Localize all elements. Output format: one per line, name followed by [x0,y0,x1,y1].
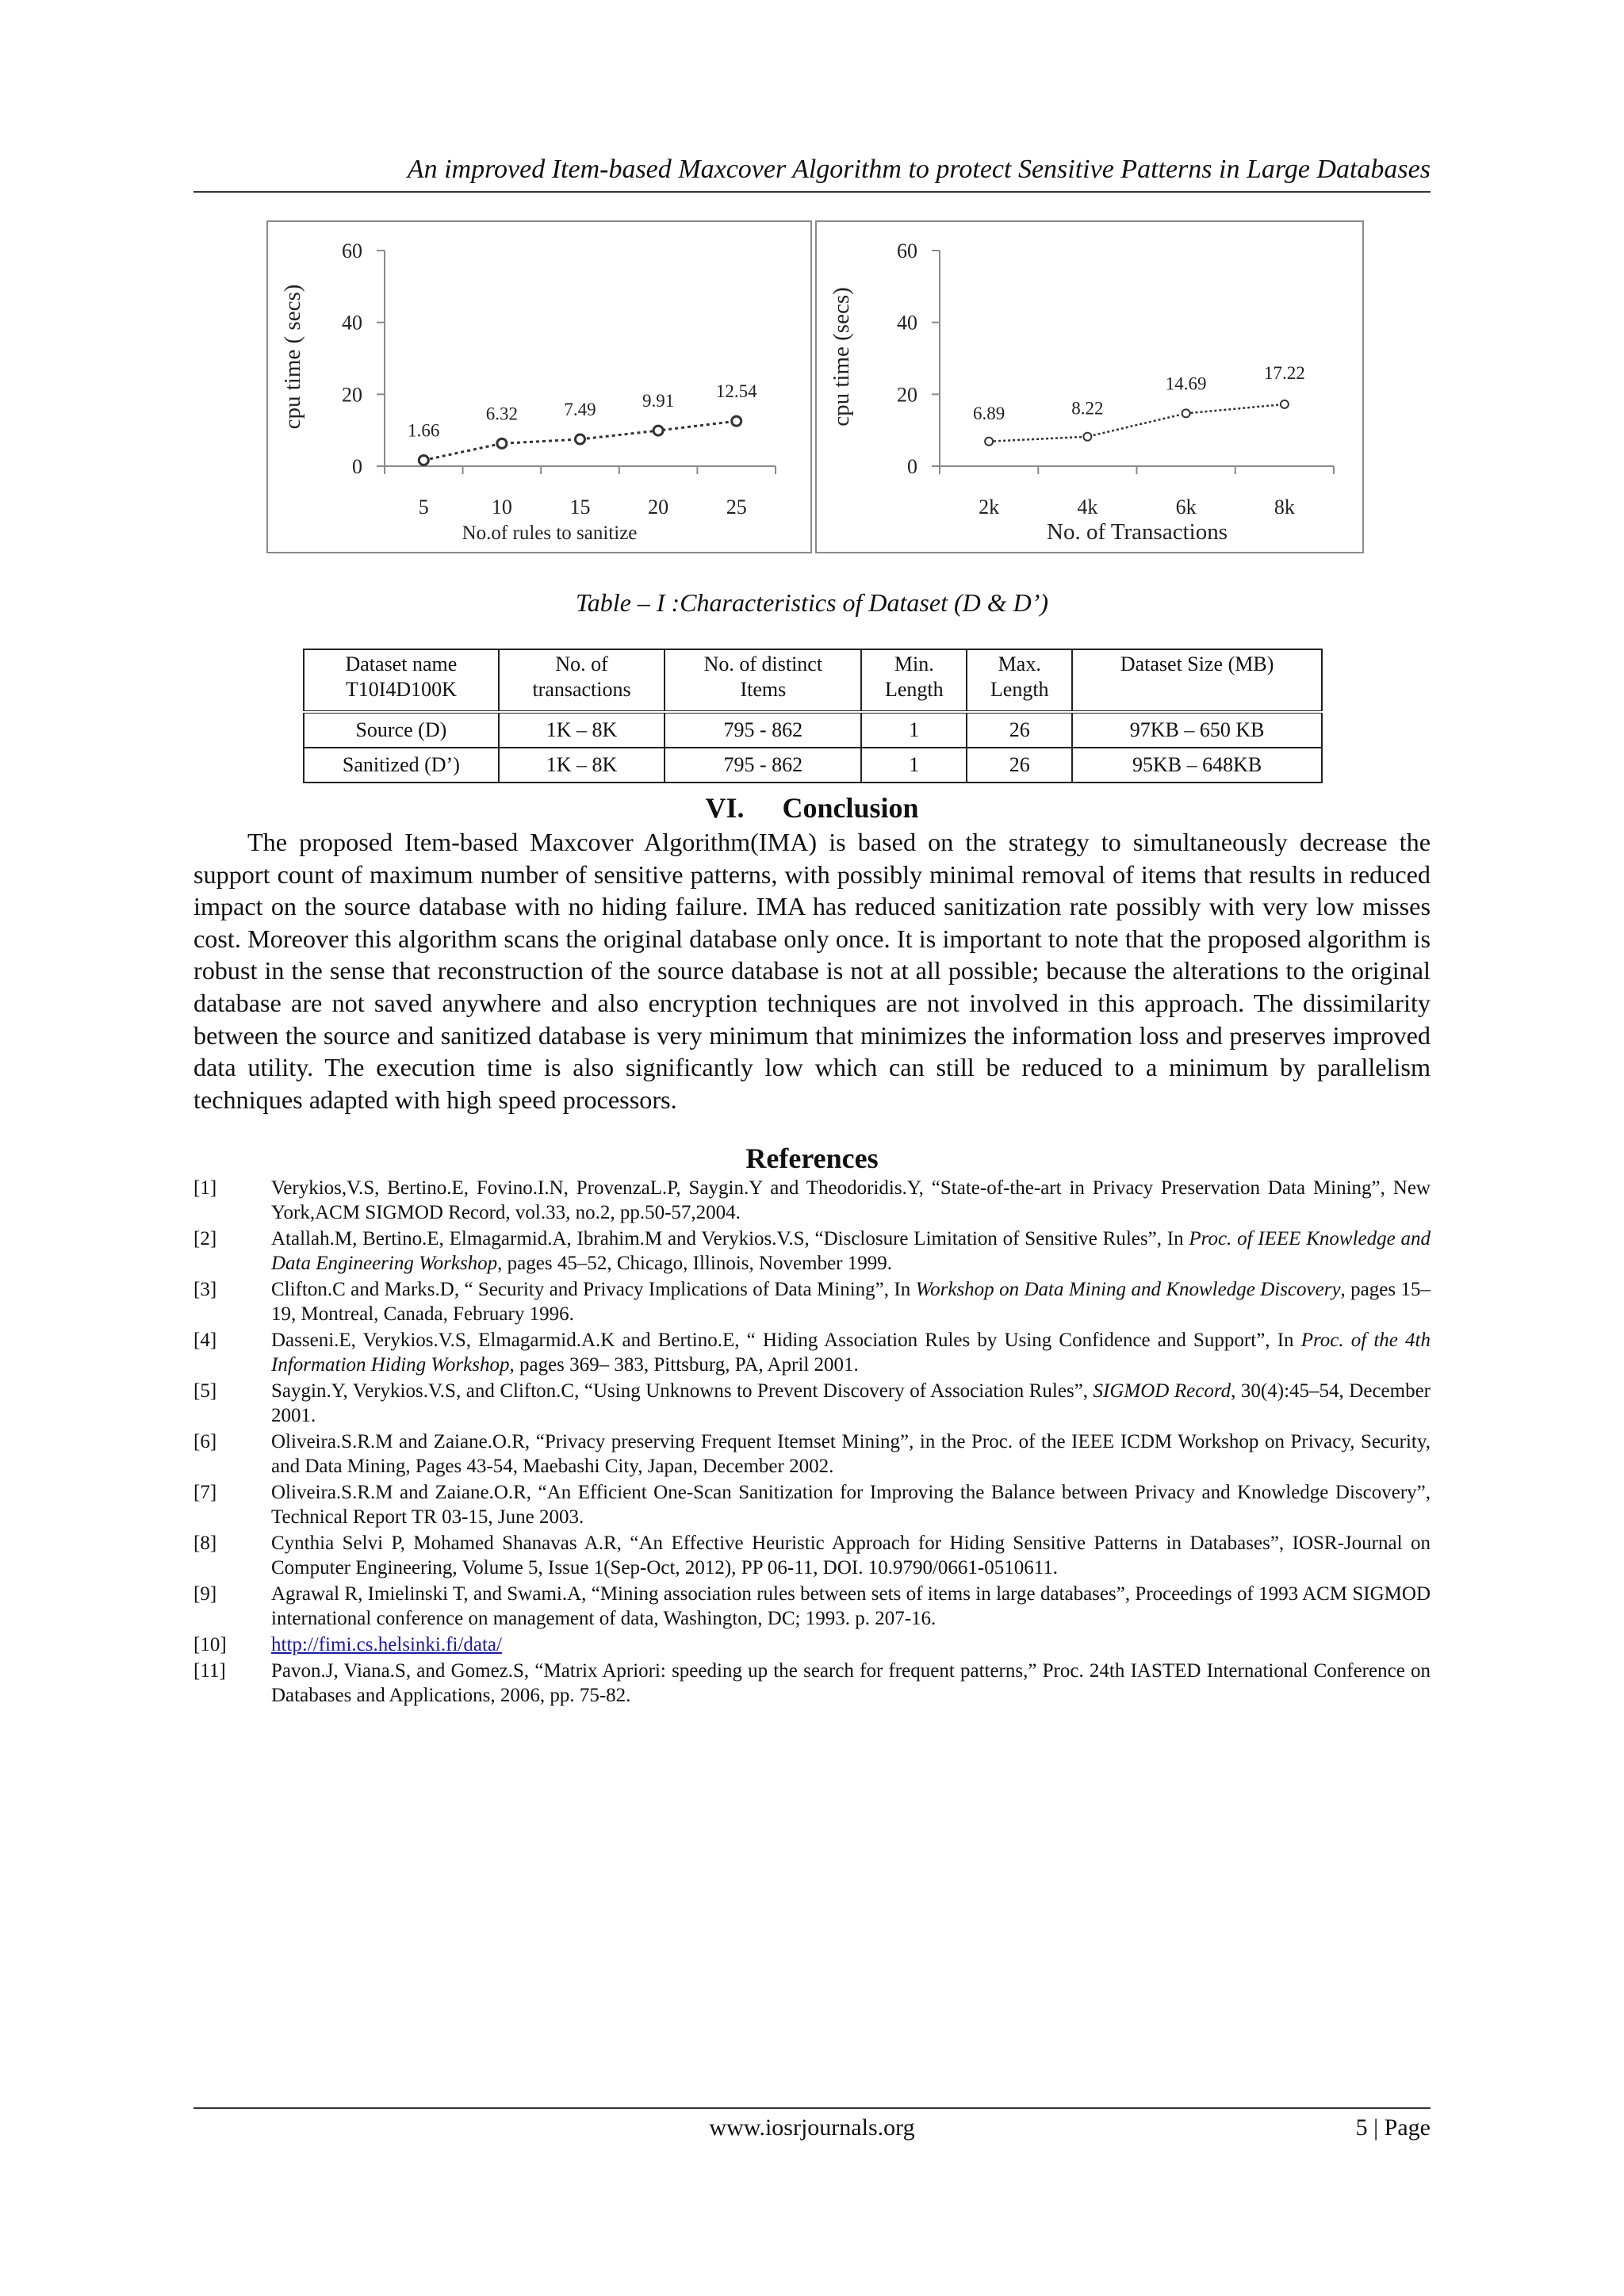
header-rule [193,191,1431,193]
x-tick-label: 2k [979,496,1000,519]
reference-number: [5] [193,1380,217,1402]
header-cell-transactions: No. of transactions [499,649,665,712]
data-label: 1.66 [408,420,440,441]
table-cell: 795 - 862 [665,748,861,783]
table-cell: 1 [861,712,967,748]
reference-item: [3] Clifton.C and Marks.D, “ Security and Privacy Implications of Data Mining”, In Workshop on Data Mining and Knowledge Discovery, pages 15–19, Montreal, Canada, February 1996. [193,1279,1431,1325]
x-tick-label: 5 [418,496,429,519]
table-cell: 97KB – 650 KB [1072,712,1322,748]
x-axis-label: No. of Transactions [1047,519,1228,545]
references-heading: References [745,1142,879,1174]
y-tick-label: 40 [897,311,917,335]
y-tick-label: 60 [342,239,362,262]
header-cell-dataset-size: Dataset Size (MB) [1072,649,1322,712]
reference-number: [7] [193,1482,217,1503]
data-label: 9.91 [642,391,675,411]
data-point [497,438,507,448]
data-point [1281,400,1289,408]
data-point [985,438,993,446]
section-number: VI. [705,792,745,824]
section-title: Conclusion [782,792,919,824]
table-cell: 26 [967,748,1072,783]
data-point [732,416,741,426]
conclusion-heading [193,788,1431,828]
data-label: 7.49 [564,400,596,420]
header-cell-dataset-name: Dataset name T10I4D100K [304,649,499,712]
y-tick-label: 20 [342,383,362,407]
data-point [653,426,663,435]
reference-item: [7] Oliveira.S.R.M and Zaiane.O.R, “An Efficient One-Scan Sanitization for Improving the Balance between Privacy and Knowledge Discovery”, Technical Report TR 03-15, June 2003. [193,1482,1431,1528]
x-tick-label: 15 [569,496,591,519]
reference-number: [3] [193,1279,217,1300]
table-cell: Sanitized (D’) [304,748,499,783]
data-label: 12.54 [715,381,757,402]
reference-number: [4] [193,1330,217,1351]
data-label: 8.22 [1071,398,1104,419]
reference-item: [11] Pavon.J, Viana.S, and Gomez.S, “Matrix Apriori: speeding up the search for frequent patterns,” Proc. 24th IASTED International Conference on Databases and Applications, 2006, pp. 75-82. [193,1660,1431,1706]
table-cell: 95KB – 648KB [1072,748,1322,783]
x-axis-label: No.of rules to sanitize [462,522,638,544]
y-tick-label: 60 [897,239,917,262]
header-cell-distinct-items: No. of distinct Items [665,649,861,712]
conclusion-text: The proposed Item-based Maxcover Algorithm(IMA) is based on the strategy to simultaneously decrease the support count of maximum number of sensitive patterns, with possibly minimal removal of items that results in reduced impact on the source database with no hiding failure. IMA has reduced sanitization rate possibly with very low misses cost. Moreover this algorithm scans the original database only once. It is important to note that the proposed algorithm is robust in the sense that reconstruction of the source database is not at all possible; because the alterations to the original database are not saved anywhere and also encryption techniques are not involved in this approach. The dissimilarity between the source and sanitized database is very minimum that minimizes the information loss and preserves improved data utility. The execution time is also significantly low which can still be reduced to a minimum by parallelism techniques adapted with high speed processors. [193,828,1431,1114]
table-caption: Table – I :Characteristics of Dataset (D & D’) [575,588,1049,617]
chart-transactions [815,220,1364,553]
x-tick-label: 20 [648,496,669,519]
reference-item [193,1632,1431,1657]
y-axis-label: cpu time (secs) [829,287,854,427]
reference-item: [9] Agrawal R, Imielinski T, and Swami.A, “Mining association rules between sets of items in large databases”, Proceedings of 1993 ACM SIGMOD international conference on management of data, Washington, DC; 1993. p. 207-16. [193,1583,1431,1629]
header-cell-max-length: Max. Length [967,649,1072,712]
reference-number: [8] [193,1533,217,1554]
footer-page-number: 5 | Page [1355,2114,1431,2141]
data-point [419,455,428,465]
running-header: An improved Item-based Maxcover Algorithm to protect Sensitive Patterns in Large Databases [407,155,1431,184]
conclusion-paragraph [193,826,1431,1115]
footer-rule [193,2107,1431,2109]
chart-rules-to-sanitize [266,220,812,553]
x-tick-label: 10 [491,496,512,519]
y-tick-label: 0 [352,455,362,478]
x-tick-label: 8k [1274,496,1295,519]
table-cell: 1 [861,748,967,783]
table-header-row [304,649,1322,712]
reference-number: [10] [193,1634,227,1655]
footer-url: www.iosrjournals.org [709,2114,915,2141]
reference-item: [5] Saygin.Y, Verykios.V.S, and Clifton.C, “Using Unknowns to Prevent Discovery of Association Rules”, SIGMOD Record, 30(4):45–54, December 2001. [193,1380,1431,1426]
reference-item: [6] Oliveira.S.R.M and Zaiane.O.R, “Privacy preserving Frequent Itemset Mining”, in the Proc. of the IEEE ICDM Workshop on Privacy, Security, and Data Mining, Pages 43-54, Maebashi City, Japan, December 2002. [193,1431,1431,1477]
reference-number: [11] [193,1660,226,1682]
data-point [1083,433,1091,441]
dataset-table [303,649,1323,783]
y-tick-label: 40 [342,311,362,335]
reference-number: [9] [193,1583,217,1605]
reference-list [193,1176,1431,1709]
reference-number: [6] [193,1431,217,1452]
y-tick-label: 20 [897,383,917,407]
chart-transactions-svg [817,222,1362,552]
x-tick-label: 25 [726,496,747,519]
table-cell: 1K – 8K [499,712,665,748]
table-row [304,712,1322,748]
data-point [576,434,585,444]
reference-item: [4] Dasseni.E, Verykios.V.S, Elmagarmid.A.K and Bertino.E, “ Hiding Association Rules by Using Confidence and Support”, In Proc. of the 4th Information Hiding Workshop, pages 369– 383, Pittsburg, PA, April 2001. [193,1330,1431,1376]
data-label: 14.69 [1165,373,1207,394]
data-label: 6.89 [973,403,1005,423]
reference-number: [1] [193,1177,217,1199]
x-tick-label: 6k [1175,496,1197,519]
table-cell: 26 [967,712,1072,748]
data-label: 17.22 [1264,362,1305,383]
header-cell-min-length: Min. Length [861,649,967,712]
table-cell: 795 - 862 [665,712,861,748]
x-tick-label: 4k [1077,496,1098,519]
reference-item: [8] Cynthia Selvi P, Mohamed Shanavas A.R, “An Effective Heuristic Approach for Hiding Sensitive Patterns in Databases”, IOSR-Journal on Computer Engineering, Volume 5, Issue 1(Sep-Oct, 2012), PP 06-11, DOI. 10.9790/0661-0510611. [193,1533,1431,1578]
y-tick-label: 0 [907,455,917,478]
table-cell: 1K – 8K [499,748,665,783]
reference-number: [2] [193,1228,217,1249]
chart-rules-svg [268,222,810,552]
reference-item: [1] Verykios,V.S, Bertino.E, Fovino.I.N, ProvenzaL.P, Saygin.Y and Theodoridis.Y, “State-of-the-art in Privacy Preservation Data Mining”, New York,ACM SIGMOD Record, vol.33, no.2, pp.50-57,2004. [193,1177,1431,1223]
table-row [304,748,1322,783]
table-cell: Source (D) [304,712,499,748]
data-point [1182,409,1190,417]
data-label: 6.32 [485,404,519,424]
y-axis-label: cpu time ( secs) [280,284,305,430]
reference-link[interactable]: http://fimi.cs.helsinki.fi/data/ [271,1634,502,1655]
series-line [989,404,1285,442]
reference-item: [2] Atallah.M, Bertino.E, Elmagarmid.A, Ibrahim.M and Verykios.V.S, “Disclosure Limitation of Sensitive Rules”, In Proc. of IEEE Knowledge and Data Engineering Workshop, pages 45–52, Chicago, Illinois, November 1999. [193,1228,1431,1274]
